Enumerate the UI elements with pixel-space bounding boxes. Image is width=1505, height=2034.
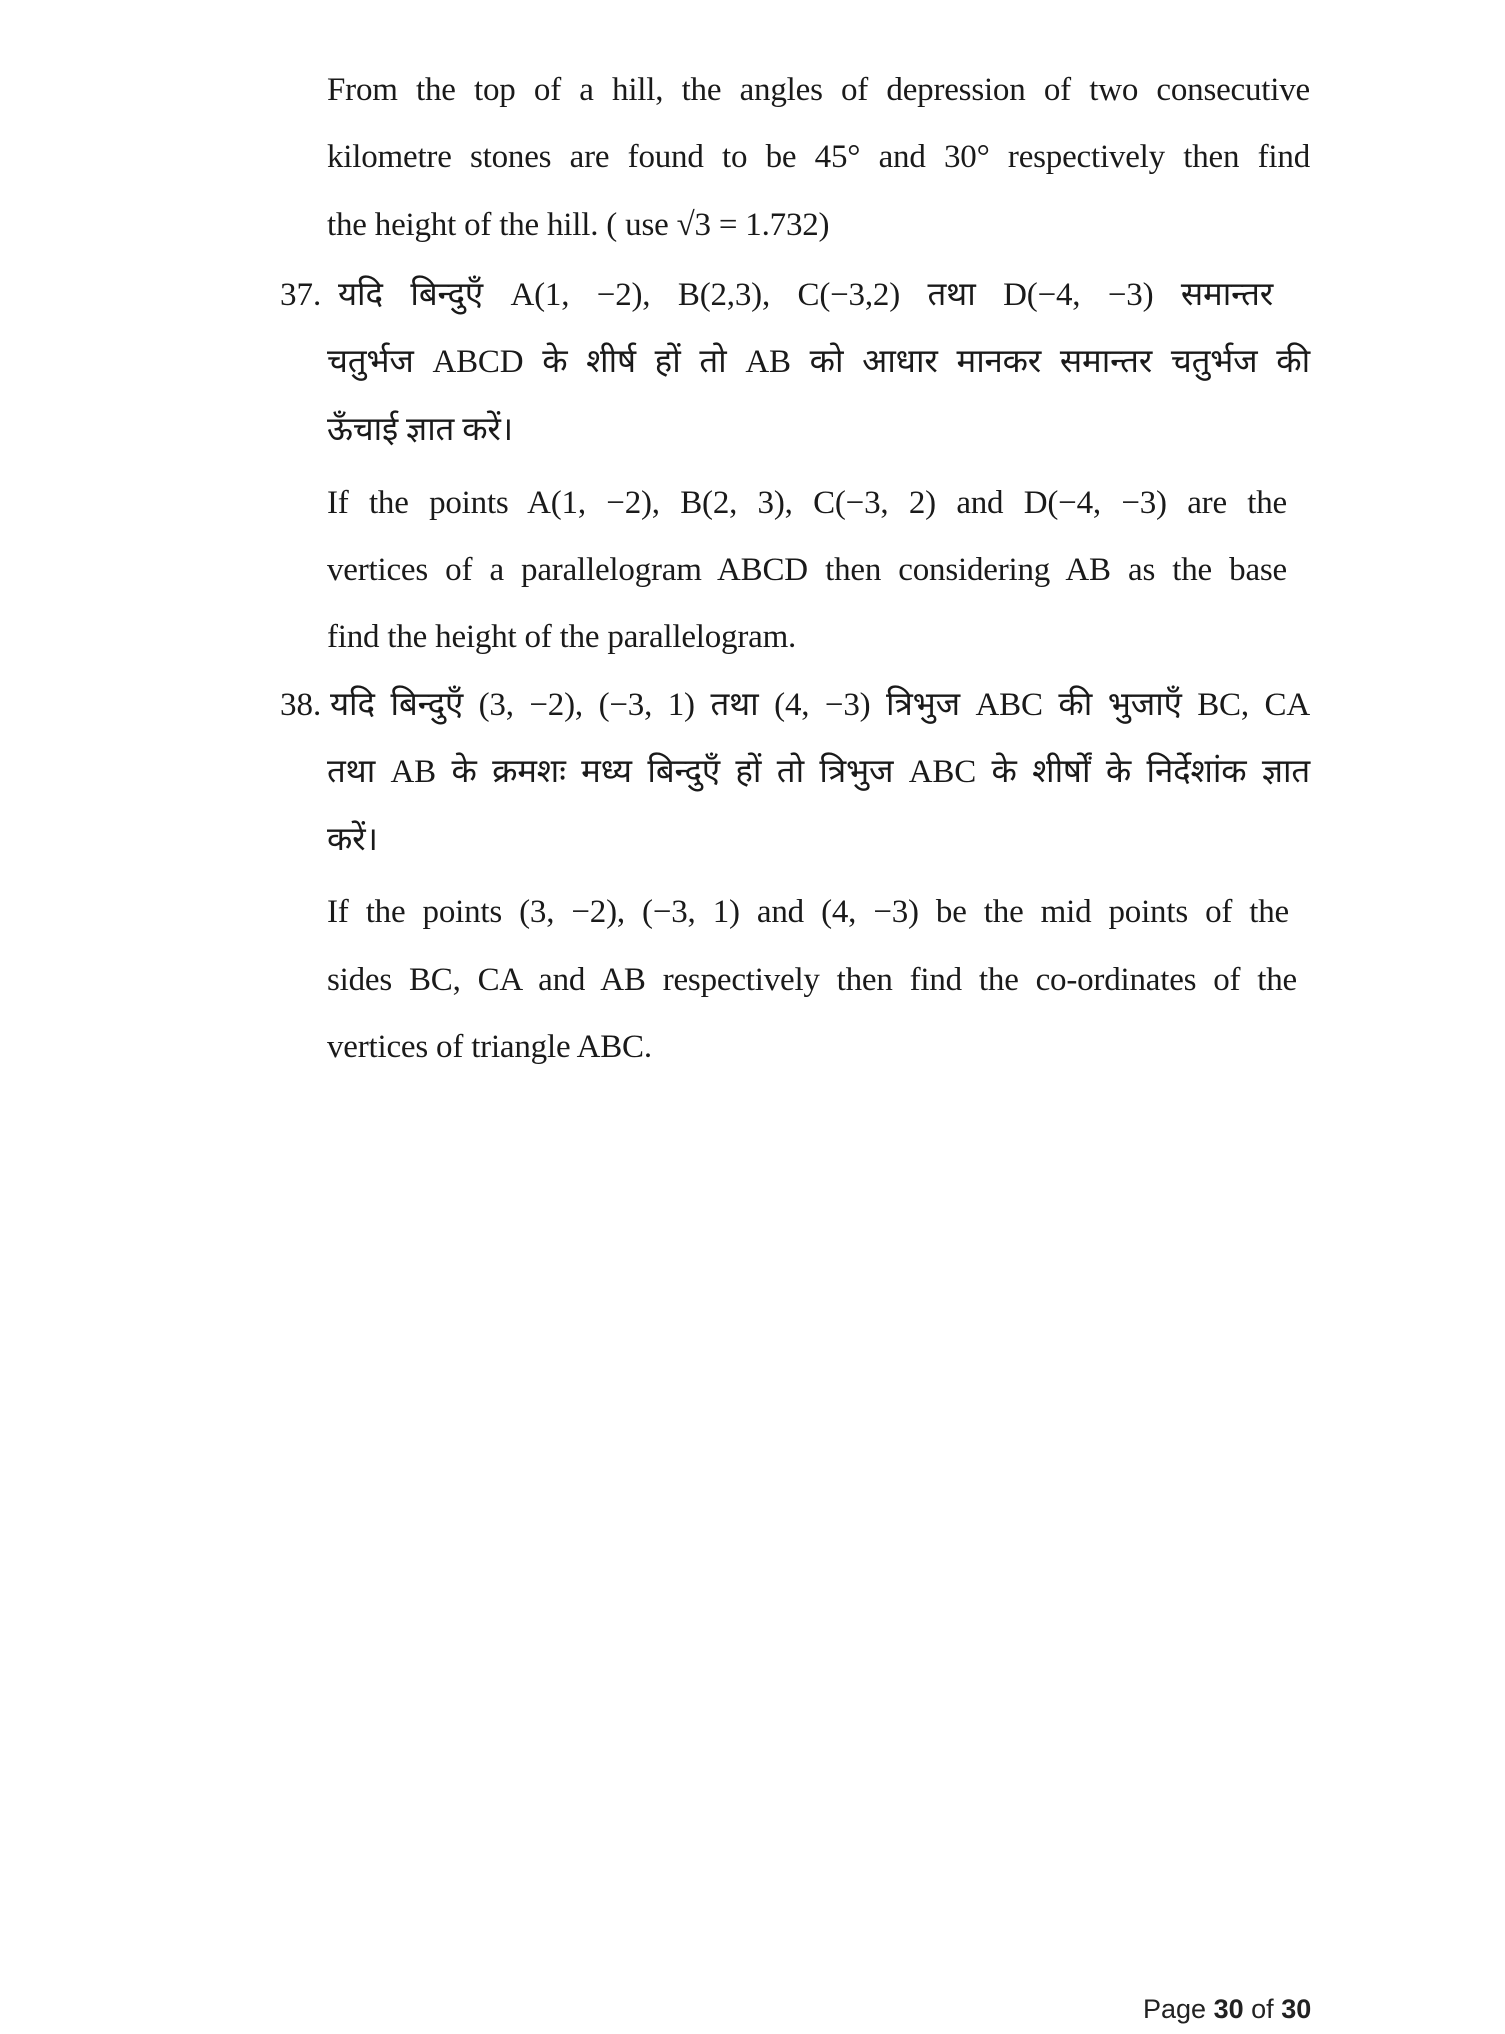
question-37-hindi-line-2: चतुर्भज ABCD के शीर्ष हों तो AB को आधार मानकर समान्तर चतुर्भज की [327,344,1310,380]
prev-question-line-1: From the top of a hill, the angles of depression of two consecutive [327,72,1310,108]
current-page: 30 [1213,1994,1244,2024]
question-37-english-line-2: vertices of a parallelogram ABCD then considering AB as the base [327,552,1287,588]
of-label: of [1251,1994,1274,2024]
page-number-footer [1143,1992,1311,2026]
question-37-hindi-line-1: यदि बिन्दुएँ A(1, −2), B(2,3), C(−3,2) तथा D(−4, −3) समान्तर [338,277,1273,313]
total-pages: 30 [1281,1994,1312,2024]
question-38-hindi-line-2: तथा AB के क्रमशः मध्य बिन्दुएँ हों तो त्रिभुज ABC के शीर्षों के निर्देशांक ज्ञात [327,754,1310,790]
question-38-number: 38. [280,687,322,723]
question-38-hindi-line-3: करें। [327,822,378,858]
question-38-hindi-line-1: यदि बिन्दुएँ (3, −2), (−3, 1) तथा (4, −3) त्रिभुज ABC की भुजाएँ BC, CA [330,687,1310,723]
question-38-english-line-2: sides BC, CA and AB respectively then find the co-ordinates of the [327,962,1297,998]
question-38-english-line-3: vertices of triangle ABC. [327,1029,652,1065]
prev-question-line-3: the height of the hill. ( use √3 = 1.732) [327,207,830,243]
question-37-number: 37. [280,277,322,313]
question-37-english-line-3: find the height of the parallelogram. [327,619,797,655]
question-37-hindi-line-3: ऊँचाई ज्ञात करें। [327,412,513,448]
question-37-english-line-1: If the points A(1, −2), B(2, 3), C(−3, 2) and D(−4, −3) are the [327,485,1287,521]
prev-question-line-2: kilometre stones are found to be 45° and 30° respectively then find [327,139,1310,175]
page-label: Page [1143,1994,1207,2024]
question-38-english-line-1: If the points (3, −2), (−3, 1) and (4, −3) be the mid points of the [327,894,1289,930]
